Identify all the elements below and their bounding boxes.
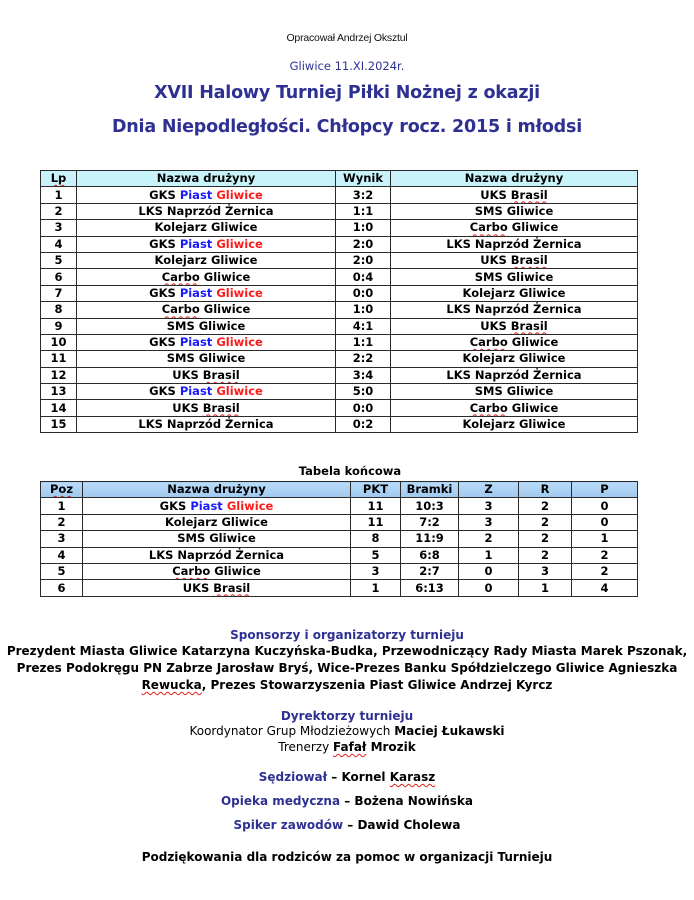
team-name: LKS Naprzód Żernica	[83, 547, 351, 563]
position: 2	[41, 514, 83, 530]
match-row	[41, 269, 638, 285]
match-row	[41, 203, 638, 219]
match-number: 7	[41, 285, 77, 301]
away-team: UKS Brasil	[391, 318, 638, 334]
standings-row	[41, 547, 638, 563]
standings-row	[41, 563, 638, 579]
match-score: 2:0	[336, 252, 391, 268]
home-team: GKS Piast Gliwice	[77, 285, 336, 301]
away-team: Carbo Gliwice	[391, 220, 638, 236]
team-name: Kolejarz Gliwice	[83, 514, 351, 530]
directors-line-1: Koordynator Grup Młodzieżowych Maciej Łukawski	[189, 724, 505, 738]
team-name: SMS Gliwice	[83, 531, 351, 547]
header-p: P	[572, 482, 638, 498]
home-team: Carbo Gliwice	[77, 302, 336, 318]
match-row	[41, 252, 638, 268]
medical-line: Opieka medyczna – Bożena Nowińska	[220, 794, 474, 808]
draws: 2	[519, 531, 572, 547]
home-team: Kolejarz Gliwice	[77, 220, 336, 236]
matches-header-row	[41, 171, 638, 187]
home-team: GKS Piast Gliwice	[77, 187, 336, 203]
away-team: Carbo Gliwice	[391, 400, 638, 416]
speaker-line: Spiker zawodów – Dawid Cholewa	[233, 818, 461, 832]
matches-table	[40, 170, 638, 433]
match-number: 11	[41, 351, 77, 367]
coordinator-name: Maciej Łukawski	[394, 724, 505, 738]
standings-header-row	[41, 482, 638, 498]
home-team: LKS Naprzód Żernica	[77, 203, 336, 219]
match-row	[41, 285, 638, 301]
points: 8	[351, 531, 401, 547]
match-score: 0:0	[336, 285, 391, 301]
home-team: LKS Naprzód Żernica	[77, 416, 336, 432]
points: 11	[351, 514, 401, 530]
goals: 7:2	[401, 514, 459, 530]
home-team: GKS Piast Gliwice	[77, 384, 336, 400]
away-team: Kolejarz Gliwice	[391, 416, 638, 432]
draws: 3	[519, 563, 572, 579]
match-score: 1:1	[336, 203, 391, 219]
sponsors-line-3: Rewucka, Prezes Stowarzyszenia Piast Gliwice Andrzej Kyrcz	[141, 678, 553, 692]
match-score: 1:1	[336, 334, 391, 350]
page-title-line-2: Dnia Niepodległości. Chłopcy rocz. 2015 i młodsi	[111, 117, 583, 137]
standings-row	[41, 531, 638, 547]
match-number: 9	[41, 318, 77, 334]
losses: 0	[572, 514, 638, 530]
home-team: UKS Brasil	[77, 400, 336, 416]
team-name: GKS Piast Gliwice	[83, 498, 351, 514]
team-name: UKS Brasil	[83, 580, 351, 596]
away-team: Carbo Gliwice	[391, 334, 638, 350]
match-row	[41, 187, 638, 203]
home-team: Kolejarz Gliwice	[77, 252, 336, 268]
match-score: 4:1	[336, 318, 391, 334]
match-number: 2	[41, 203, 77, 219]
goals: 2:7	[401, 563, 459, 579]
wins: 3	[459, 498, 519, 514]
match-number: 4	[41, 236, 77, 252]
header-lp: Lp	[41, 171, 77, 187]
referee-line: Sędziował – Kornel Karasz	[258, 770, 436, 784]
match-number: 1	[41, 187, 77, 203]
match-score: 3:2	[336, 187, 391, 203]
match-score: 1:0	[336, 220, 391, 236]
wins: 0	[459, 580, 519, 596]
match-row	[41, 351, 638, 367]
away-team: UKS Brasil	[391, 252, 638, 268]
points: 11	[351, 498, 401, 514]
home-team: SMS Gliwice	[77, 318, 336, 334]
draws: 2	[519, 547, 572, 563]
header-team: Nazwa drużyny	[83, 482, 351, 498]
match-number: 12	[41, 367, 77, 383]
match-number: 8	[41, 302, 77, 318]
match-number: 3	[41, 220, 77, 236]
author-line: Opracował Andrzej Oksztul	[286, 32, 408, 44]
page-title-line-1: XVII Halowy Turniej Piłki Nożnej z okazji	[154, 83, 540, 103]
match-number: 6	[41, 269, 77, 285]
place-date: Gliwice 11.XI.2024r.	[289, 59, 405, 73]
match-score: 2:2	[336, 351, 391, 367]
away-team: Kolejarz Gliwice	[391, 285, 638, 301]
wins: 3	[459, 514, 519, 530]
goals: 6:13	[401, 580, 459, 596]
match-row	[41, 416, 638, 432]
match-number: 5	[41, 252, 77, 268]
goals: 11:9	[401, 531, 459, 547]
goals: 6:8	[401, 547, 459, 563]
away-team: LKS Naprzód Żernica	[391, 236, 638, 252]
draws: 2	[519, 514, 572, 530]
points: 3	[351, 563, 401, 579]
match-score: 0:4	[336, 269, 391, 285]
match-score: 1:0	[336, 302, 391, 318]
header-home-team: Nazwa drużyny	[77, 171, 336, 187]
position: 1	[41, 498, 83, 514]
header-pkt: PKT	[351, 482, 401, 498]
match-score: 2:0	[336, 236, 391, 252]
match-row	[41, 384, 638, 400]
match-row	[41, 367, 638, 383]
draws: 2	[519, 498, 572, 514]
match-score: 3:4	[336, 367, 391, 383]
header-score: Wynik	[336, 171, 391, 187]
position: 4	[41, 547, 83, 563]
match-row	[41, 318, 638, 334]
header-bramki: Bramki	[401, 482, 459, 498]
standings-caption: Tabela końcowa	[298, 464, 402, 478]
match-row	[41, 400, 638, 416]
directors-line-2: Trenerzy Fafał Mrozik	[278, 740, 416, 754]
points: 5	[351, 547, 401, 563]
away-team: SMS Gliwice	[391, 203, 638, 219]
standings-table	[40, 481, 638, 597]
header-away-team: Nazwa drużyny	[391, 171, 638, 187]
match-number: 10	[41, 334, 77, 350]
position: 3	[41, 531, 83, 547]
match-row	[41, 302, 638, 318]
directors-heading: Dyrektorzy turnieju	[280, 709, 414, 723]
standings-row	[41, 580, 638, 596]
losses: 1	[572, 531, 638, 547]
home-team: GKS Piast Gliwice	[77, 236, 336, 252]
team-name: Carbo Gliwice	[83, 563, 351, 579]
standings-row	[41, 514, 638, 530]
standings-row	[41, 498, 638, 514]
header-poz: Poz	[41, 482, 83, 498]
goals: 10:3	[401, 498, 459, 514]
match-score: 0:0	[336, 400, 391, 416]
match-number: 15	[41, 416, 77, 432]
losses: 0	[572, 498, 638, 514]
match-score: 0:2	[336, 416, 391, 432]
away-team: UKS Brasil	[391, 187, 638, 203]
losses: 2	[572, 547, 638, 563]
match-row	[41, 220, 638, 236]
home-team: GKS Piast Gliwice	[77, 334, 336, 350]
losses: 2	[572, 563, 638, 579]
position: 6	[41, 580, 83, 596]
wins: 0	[459, 563, 519, 579]
position: 5	[41, 563, 83, 579]
wins: 2	[459, 531, 519, 547]
away-team: LKS Naprzód Żernica	[391, 367, 638, 383]
losses: 4	[572, 580, 638, 596]
home-team: SMS Gliwice	[77, 351, 336, 367]
sponsors-line-1: Prezydent Miasta Gliwice Katarzyna Kuczyńska-Budka, Przewodniczący Rady Miasta Marek Pszonak,	[6, 644, 688, 658]
match-score: 5:0	[336, 384, 391, 400]
away-team: SMS Gliwice	[391, 269, 638, 285]
away-team: LKS Naprzód Żernica	[391, 302, 638, 318]
home-team: Carbo Gliwice	[77, 269, 336, 285]
home-team: UKS Brasil	[77, 367, 336, 383]
match-row	[41, 334, 638, 350]
away-team: Kolejarz Gliwice	[391, 351, 638, 367]
match-row	[41, 236, 638, 252]
coach-name: Fafał Mrozik	[333, 740, 416, 754]
away-team: SMS Gliwice	[391, 384, 638, 400]
header-r: R	[519, 482, 572, 498]
match-number: 14	[41, 400, 77, 416]
match-number: 13	[41, 384, 77, 400]
header-z: Z	[459, 482, 519, 498]
sponsors-line-2: Prezes Podokręgu PN Zabrze Jarosław Bryś, Wice-Prezes Banku Spółdzielczego Gliwice Agnieszka	[16, 661, 678, 675]
sponsors-heading: Sponsorzy i organizatorzy turnieju	[230, 628, 464, 642]
points: 1	[351, 580, 401, 596]
thanks-line: Podziękowania dla rodziców za pomoc w organizacji Turnieju	[141, 850, 553, 864]
wins: 1	[459, 547, 519, 563]
draws: 1	[519, 580, 572, 596]
